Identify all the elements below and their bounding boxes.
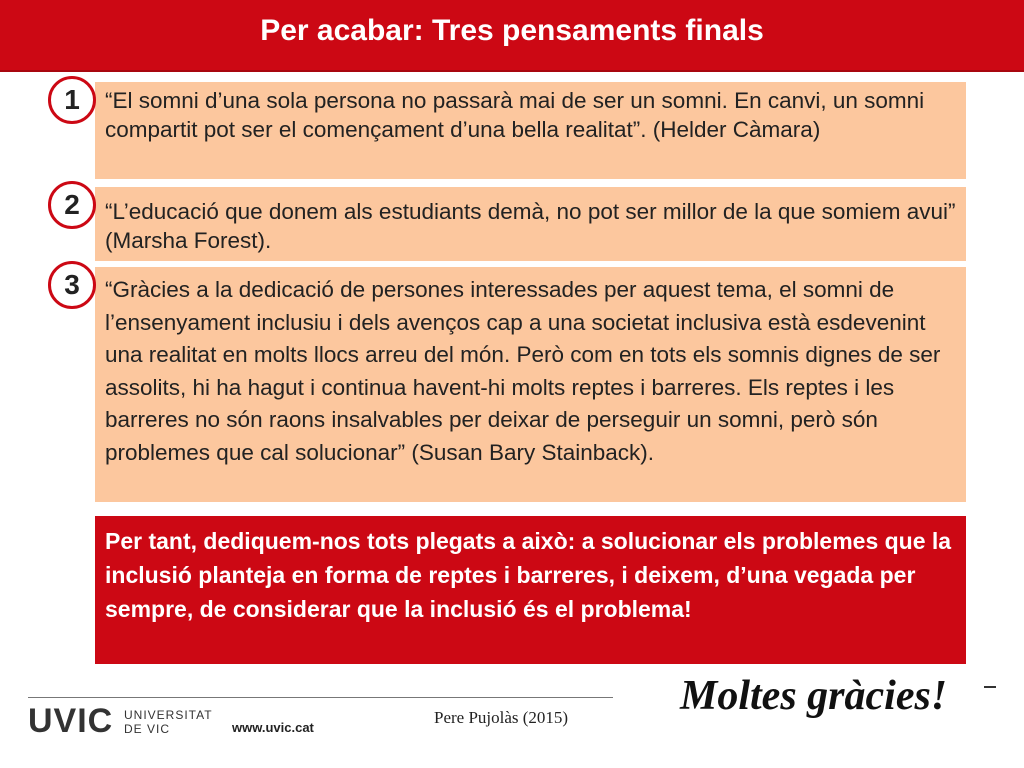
quote-box-1 bbox=[95, 82, 966, 179]
university-name-line-1: UNIVERSITAT bbox=[124, 708, 213, 722]
uvic-logo: UVIC bbox=[28, 702, 114, 740]
university-name bbox=[124, 708, 213, 736]
quote-number-3: 3 bbox=[48, 261, 96, 309]
quote-number-1: 1 bbox=[48, 76, 96, 124]
university-name-line-2: DE VIC bbox=[124, 722, 171, 736]
quote-number-2: 2 bbox=[48, 181, 96, 229]
quote-box-3 bbox=[95, 267, 966, 502]
quote-text-2: “L’educació que donem als estudiants demà, no pot ser millor de la que somiem avui” (Marsha Forest). bbox=[105, 199, 956, 253]
quote-box-2 bbox=[95, 187, 966, 261]
website-link[interactable]: www.uvic.cat bbox=[232, 720, 314, 735]
quote-text-1: “El somni d’una sola persona no passarà mai de ser un somni. En canvi, un somni compartit pot ser el començament d’una bella realitat”. (Helder Càmara) bbox=[105, 88, 925, 142]
quote-text-3: “Gràcies a la dedicació de persones interessades per aquest tema, el somni de l’ensenyament inclusiu i dels avenços cap a una societat inclusiva està esdevenint una realitat en molts llocs arreu del món. Però com en tots els somnis dignes de ser assolits, hi ha hagut i continua havent-hi molts reptes i barreres. Els reptes i les barreres no són raons insalvables per deixar de perseguir un somni, però són problemes que cal solucionar” (Susan Bary Stainback). bbox=[105, 277, 941, 465]
footer-divider bbox=[28, 697, 613, 698]
thanks-text: Moltes gràcies! bbox=[680, 673, 948, 719]
dash-divider bbox=[984, 686, 996, 688]
conclusion-box bbox=[95, 516, 966, 664]
author-credit: Pere Pujolàs (2015) bbox=[434, 708, 569, 727]
slide-header bbox=[0, 0, 1024, 72]
conclusion-text: Per tant, dediquem-nos tots plegats a això: a solucionar els problemes que la inclusió planteja en forma de reptes i barreres, i deixem, d’una vegada per sempre, de considerar que la inclusió és el problema! bbox=[105, 528, 952, 622]
slide-title: Per acabar: Tres pensaments finals bbox=[260, 14, 764, 47]
